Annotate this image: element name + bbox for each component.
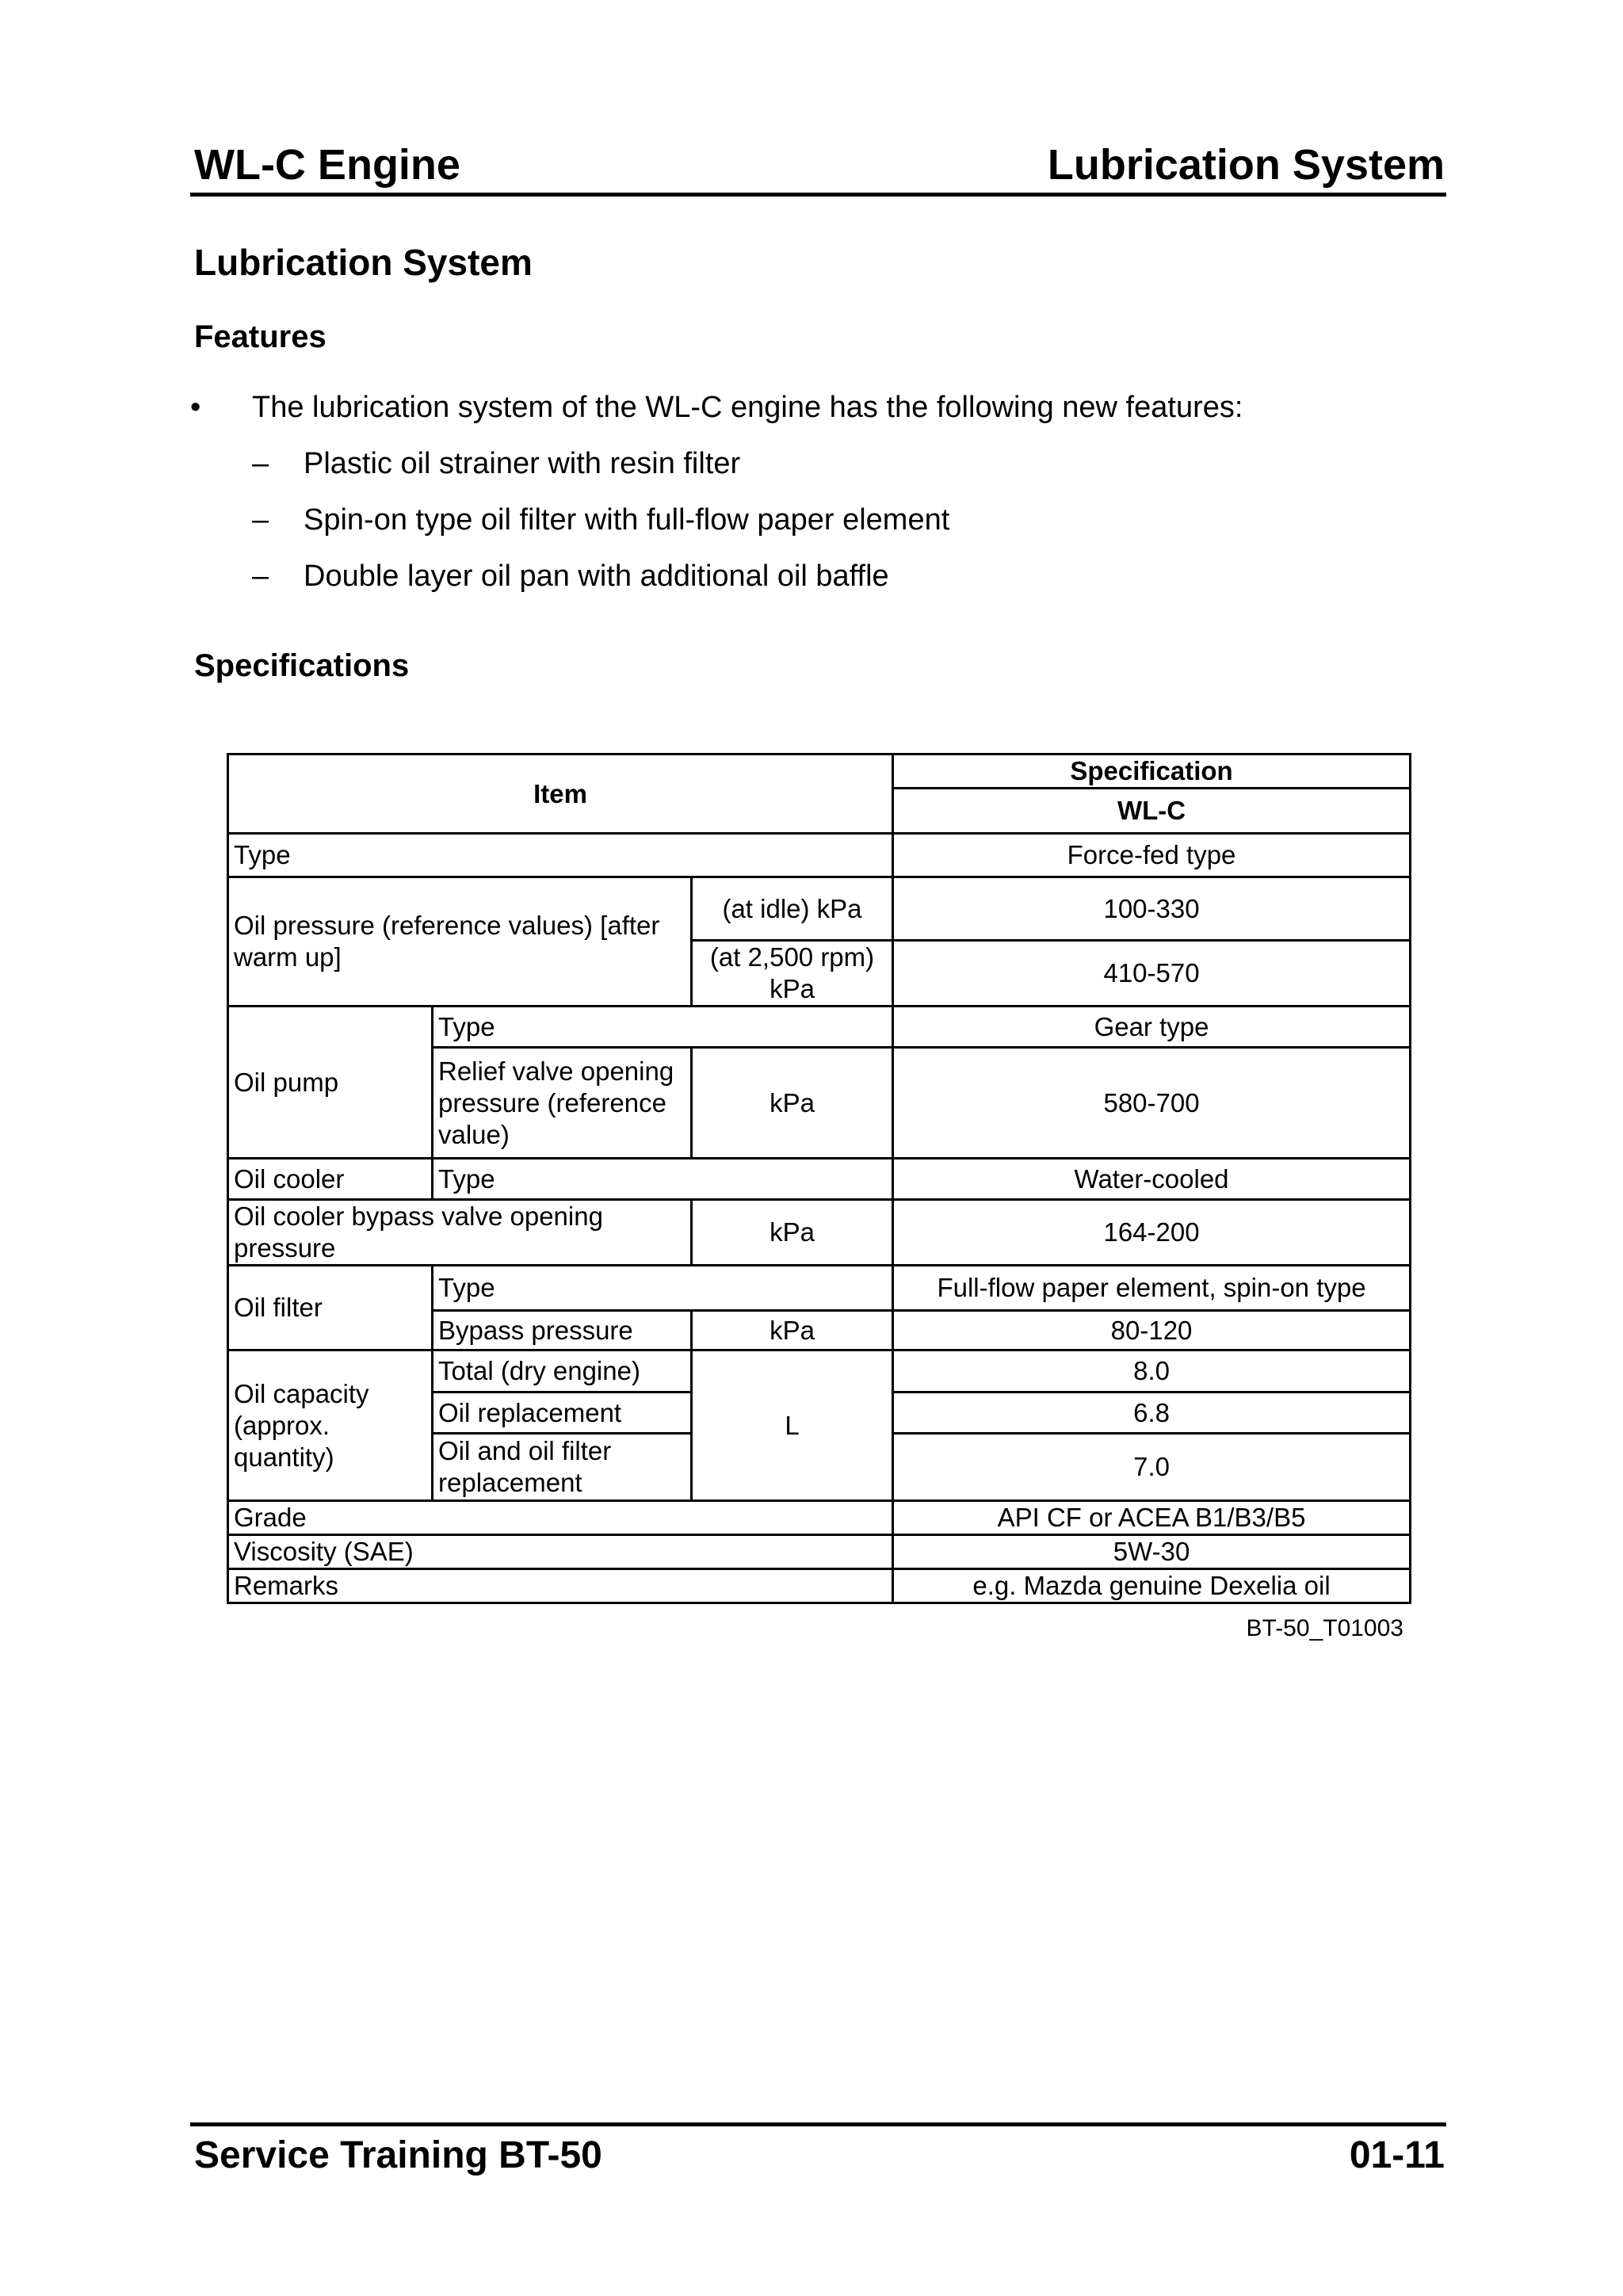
table-reference-code: BT-50_T01003 [1246, 1615, 1403, 1641]
table-row [228, 1501, 1411, 1535]
header-divider [190, 193, 1446, 197]
relief-valve-value: 580-700 [893, 1048, 1411, 1159]
table-row [228, 1159, 1411, 1200]
header-section-title: Lubrication System [1047, 141, 1445, 189]
oil-cooler-type-label: Type [433, 1159, 893, 1200]
oil-pump-label: Oil pump [228, 1007, 433, 1159]
table-row [228, 1535, 1411, 1569]
oil-filter-bypass-unit: kPa [692, 1311, 893, 1350]
relief-valve-unit: kPa [692, 1048, 893, 1159]
features-intro: The lubrication system of the WL-C engine has the following new features: [252, 391, 1243, 424]
grade-label: Grade [228, 1501, 893, 1535]
oil-cooler-type-value: Water-cooled [893, 1159, 1411, 1200]
oil-filter-bypass-value: 80-120 [893, 1311, 1411, 1350]
type-label: Type [228, 834, 893, 877]
features-heading: Features [194, 319, 327, 354]
oil-filter-type-label: Type [433, 1266, 893, 1311]
oil-capacity-label: Oil capacity (approx. quantity) [228, 1350, 433, 1501]
remarks-label: Remarks [228, 1569, 893, 1603]
table-row [228, 834, 1411, 877]
specifications-table [227, 753, 1411, 1604]
relief-valve-label: Relief valve opening pressure (reference value) [433, 1048, 692, 1159]
feature-item: Plastic oil strainer with resin filter [304, 447, 741, 480]
table-row [228, 1007, 1411, 1048]
table-row [228, 1350, 1411, 1392]
oil-filter-bypass-label: Bypass pressure [433, 1311, 692, 1350]
grade-value: API CF or ACEA B1/B3/B5 [893, 1501, 1411, 1535]
bypass-valve-value: 164-200 [893, 1200, 1411, 1266]
oil-replacement-label: Oil replacement [433, 1392, 692, 1434]
oil-filter-type-value: Full-flow paper element, spin-on type [893, 1266, 1411, 1311]
table-header-row [228, 755, 1411, 789]
model-header: WL-C [893, 789, 1411, 834]
total-dry-label: Total (dry engine) [433, 1350, 692, 1392]
total-dry-value: 8.0 [893, 1350, 1411, 1392]
feature-item: Double layer oil pan with additional oil baffle [304, 560, 889, 593]
oil-replacement-value: 6.8 [893, 1392, 1411, 1434]
viscosity-label: Viscosity (SAE) [228, 1535, 893, 1569]
idle-condition: (at idle) kPa [692, 877, 893, 941]
dash-icon: – [252, 447, 269, 480]
idle-pressure-value: 100-330 [893, 877, 1411, 941]
dash-icon: – [252, 560, 269, 593]
footer-divider [190, 2122, 1446, 2126]
table-row [228, 1200, 1411, 1266]
oil-filter-label: Oil filter [228, 1266, 433, 1350]
specification-header: Specification [893, 755, 1411, 789]
bullet-icon: • [190, 391, 201, 424]
rpm-pressure-value: 410-570 [893, 941, 1411, 1007]
viscosity-value: 5W-30 [893, 1535, 1411, 1569]
oil-filter-replacement-value: 7.0 [893, 1434, 1411, 1501]
table-row [228, 877, 1411, 941]
type-value: Force-fed type [893, 834, 1411, 877]
specifications-heading: Specifications [194, 648, 410, 683]
table-row [228, 1569, 1411, 1603]
remarks-value: e.g. Mazda genuine Dexelia oil [893, 1569, 1411, 1603]
footer-publication-title: Service Training BT-50 [194, 2134, 602, 2176]
page-number: 01-11 [1349, 2134, 1445, 2176]
oil-cooler-label: Oil cooler [228, 1159, 433, 1200]
page-title: Lubrication System [194, 242, 533, 283]
item-header: Item [228, 755, 893, 834]
rpm-condition: (at 2,500 rpm) kPa [692, 941, 893, 1007]
oil-pump-type-value: Gear type [893, 1007, 1411, 1048]
oil-capacity-unit: L [692, 1350, 893, 1501]
table-row [228, 1266, 1411, 1311]
feature-item: Spin-on type oil filter with full-flow paper element [304, 503, 950, 537]
header-chapter-title: WL-C Engine [194, 141, 460, 189]
bypass-valve-unit: kPa [692, 1200, 893, 1266]
dash-icon: – [252, 503, 269, 537]
oil-pump-type-label: Type [433, 1007, 893, 1048]
bypass-valve-label: Oil cooler bypass valve opening pressure [228, 1200, 692, 1266]
oil-filter-replacement-label: Oil and oil filter replacement [433, 1434, 692, 1501]
oil-pressure-label: Oil pressure (reference values) [after warm up] [228, 877, 692, 1007]
